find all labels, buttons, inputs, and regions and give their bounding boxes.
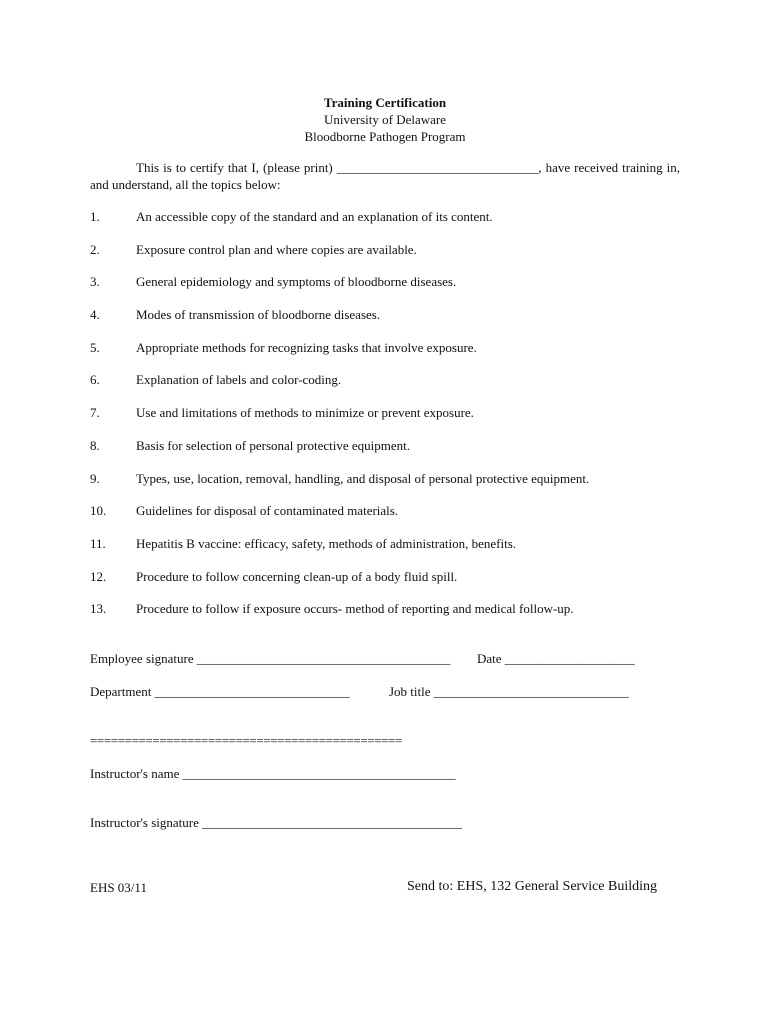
item-number: 4. [90, 307, 100, 323]
statement-text-before: This is to certify that I, (please print) [136, 160, 333, 175]
item-number: 13. [90, 601, 107, 617]
item-text: General epidemiology and symptoms of bloodborne diseases. [136, 274, 457, 290]
item-number: 7. [90, 405, 100, 421]
item-number: 6. [90, 372, 100, 388]
item-number: 8. [90, 437, 100, 453]
item-text: Modes of transmission of bloodborne diseases. [136, 307, 381, 323]
date-field: Date ____________________ [477, 651, 635, 666]
item-text: Appropriate methods for recognizing tasks that involve exposure. [136, 339, 477, 355]
item-number: 5. [90, 339, 100, 355]
item-number: 10. [90, 503, 107, 519]
program-name: Bloodborne Pathogen Program [304, 129, 466, 144]
document-title: Training Certification [323, 95, 447, 110]
item-number: 12. [90, 568, 107, 584]
job-title-field: Job title ______________________________ [389, 684, 629, 699]
instructor-signature-field: Instructor's signature ________________________________________ [90, 815, 463, 830]
instructor-name-field: Instructor's name __________________________________________ [90, 766, 456, 781]
print-name-blank: _______________________________ [336, 160, 539, 175]
list-item [90, 371, 690, 404]
list-item [90, 535, 690, 568]
item-text: Guidelines for disposal of contaminated materials. [136, 503, 399, 519]
item-number: 9. [90, 470, 100, 486]
certification-statement [90, 159, 680, 193]
item-number: 11. [90, 535, 106, 551]
department-field: Department ______________________________ [90, 684, 350, 699]
list-item [90, 273, 690, 306]
separator-line: ============================================= [90, 733, 402, 748]
item-number: 2. [90, 241, 100, 257]
list-item [90, 339, 690, 372]
list-item [90, 568, 690, 601]
item-number: 1. [90, 209, 100, 224]
list-item [90, 502, 690, 535]
item-text: Explanation of labels and color-coding. [136, 372, 342, 388]
list-item [90, 470, 690, 503]
document-header [0, 94, 770, 145]
item-text: Exposure control plan and where copies are available. [136, 241, 417, 257]
list-item [90, 208, 690, 241]
send-to-address: Send to: EHS, 132 General Service Building [407, 879, 658, 894]
item-text: Hepatitis B vaccine: efficacy, safety, methods of administration, benefits. [136, 535, 517, 551]
list-item [90, 600, 690, 633]
item-text: Procedure to follow if exposure occurs- method of reporting and medical follow-up. [136, 601, 574, 617]
item-text: Use and limitations of methods to minimize or prevent exposure. [136, 405, 474, 421]
item-text: An accessible copy of the standard and an explanation of its content. [136, 209, 493, 224]
list-item [90, 404, 690, 437]
employee-signature-field: Employee signature _______________________________________ [90, 651, 451, 666]
item-text: Procedure to follow concerning clean-up of a body fluid spill. [136, 568, 458, 584]
form-code: EHS 03/11 [90, 880, 147, 895]
item-text: Types, use, location, removal, handling, and disposal of personal protective equipment. [136, 470, 590, 486]
topic-list [90, 208, 690, 633]
list-item [90, 437, 690, 470]
item-number: 3. [90, 274, 100, 290]
statement-text-after: , have received training in, and understand, all the topics below: [90, 160, 681, 192]
list-item [90, 241, 690, 274]
university-name: University of Delaware [323, 112, 446, 127]
list-item [90, 306, 690, 339]
item-text: Basis for selection of personal protective equipment. [136, 437, 411, 453]
